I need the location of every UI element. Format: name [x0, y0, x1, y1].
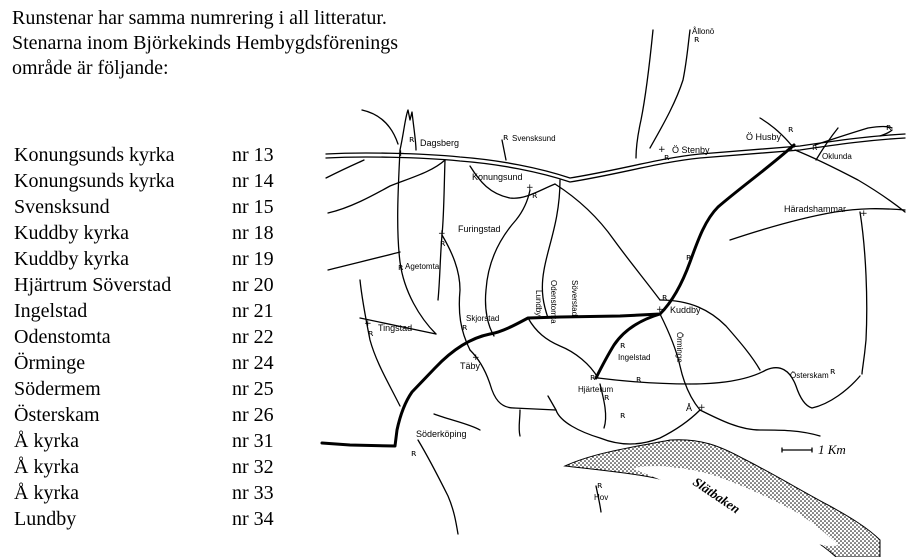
church-icon: +	[860, 209, 868, 219]
intro-line: område är följande:	[12, 57, 169, 79]
runestone-icon: ʀ	[662, 293, 668, 303]
stone-number: nr 33	[232, 482, 274, 504]
stone-number: nr 20	[232, 274, 274, 296]
road	[700, 410, 820, 436]
map-label-orminge: Örminge	[675, 332, 684, 363]
intro-line: Stenarna inom Björkekinds Hembygdsförenings	[12, 32, 399, 54]
map-label-skjorstad: Skjorstad	[466, 314, 500, 323]
map-label-svensksund: Svensksund	[512, 134, 556, 143]
map-label-o-stenby: Ö Stenby	[672, 145, 710, 155]
map-label-o-husby: Ö Husby	[746, 132, 782, 142]
main-road-branch	[596, 314, 660, 378]
map-label-osterskam: Österskam	[790, 371, 829, 380]
map-label-odenstomta: Odenstomta	[549, 280, 558, 324]
runestone-icon: ʀ	[620, 411, 626, 421]
runestone-icon: ʀ	[604, 393, 610, 403]
church-icon: +	[438, 229, 446, 239]
map-label-oklunda: Oklunda	[822, 152, 852, 161]
stone-name: Södermem	[14, 378, 101, 400]
stone-name: Å kyrka	[14, 430, 79, 452]
scale-label: 1 Km	[818, 442, 846, 457]
runestone-icon: ʀ	[686, 253, 692, 263]
runestone-icon: ʀ	[368, 329, 374, 339]
map-label-agetomta: Agetomta	[405, 262, 440, 271]
road	[598, 378, 690, 384]
stone-name: Svensksund	[14, 196, 110, 218]
map-label-hov: Hov	[594, 493, 609, 502]
stone-number: nr 26	[232, 404, 274, 426]
map-label-tingstad: Tingstad	[378, 323, 413, 333]
runestone-icon: ʀ	[409, 135, 415, 145]
intro-line: Runstenar har samma numrering i all litteratur.	[12, 7, 387, 29]
runestone-icon: ʀ	[694, 35, 700, 45]
stone-name: Konungsunds kyrka	[14, 170, 175, 192]
church-icon: +	[526, 183, 534, 193]
stone-number: nr 34	[232, 508, 274, 530]
map-label-slatbaken: Slätbaken	[690, 474, 744, 517]
stone-name: Kuddby kyrka	[14, 222, 129, 244]
stone-name: Österskam	[14, 404, 100, 426]
map-label-soverstad: Söverstad	[570, 280, 579, 317]
stone-name: Kuddby kyrka	[14, 248, 129, 270]
runestone-icon: ʀ	[636, 375, 642, 385]
road	[326, 160, 364, 178]
runestone-icon: ʀ	[462, 323, 468, 333]
map-label-taby: Täby	[460, 361, 481, 371]
map-label-lundby: Lundby	[534, 290, 543, 317]
runestone-icon: ʀ	[620, 341, 626, 351]
stone-number: nr 24	[232, 352, 274, 374]
runestone-icon: ʀ	[788, 125, 794, 135]
road	[434, 414, 480, 430]
stone-name: Å kyrka	[14, 456, 79, 478]
stone-number: nr 15	[232, 196, 274, 218]
church-icon: +	[397, 149, 405, 159]
road	[470, 166, 555, 198]
stone-name: Å kyrka	[14, 482, 79, 504]
road	[860, 212, 867, 374]
road	[362, 110, 398, 144]
runestone-icon: ʀ	[664, 153, 670, 163]
road	[519, 410, 520, 436]
stone-name: Hjärtrum Söverstad	[14, 274, 172, 296]
stone-name: Ingelstad	[14, 300, 88, 322]
runestone-icon: ʀ	[886, 123, 892, 133]
road	[636, 30, 653, 158]
stone-name: Lundby	[14, 508, 77, 530]
map-label-ingelstad: Ingelstad	[618, 353, 651, 362]
stone-name: Konungsunds kyrka	[14, 144, 175, 166]
road	[398, 150, 436, 334]
stone-number: nr 21	[232, 300, 274, 322]
map-label-konungsund: Konungsund	[472, 172, 523, 182]
road	[528, 318, 598, 378]
stone-name: Örminge	[14, 352, 86, 374]
stone-number: nr 32	[232, 456, 274, 478]
stone-number: nr 14	[232, 170, 274, 192]
runestone-icon: ʀ	[411, 449, 417, 459]
runestone-icon: ʀ	[398, 263, 404, 273]
map-label-haradshammar: Häradshammar	[784, 204, 847, 214]
church-icon: +	[656, 305, 664, 315]
map-label-dagsberg: Dagsberg	[420, 138, 460, 148]
road	[328, 252, 400, 270]
stone-number: nr 19	[232, 248, 274, 270]
runestone-icon: ʀ	[590, 373, 596, 383]
runestone-icon: ʀ	[503, 133, 509, 143]
scale-bar	[782, 448, 812, 452]
runestone-icon: ʀ	[532, 191, 538, 201]
runestone-icon: ʀ	[597, 481, 603, 491]
runestone-icon: ʀ	[812, 143, 818, 153]
map-label-allono: Ållonö	[692, 27, 715, 36]
stone-number: nr 22	[232, 326, 274, 348]
stone-name: Odenstomta	[14, 326, 111, 348]
road	[502, 140, 506, 160]
church-icon: +	[364, 319, 372, 329]
runestone-icon: ʀ	[830, 367, 836, 377]
road	[360, 280, 400, 406]
church-icon: +	[472, 353, 480, 363]
road	[418, 440, 458, 534]
map-label-a: Å	[686, 403, 693, 413]
map-label-kuddby: Kuddby	[670, 305, 701, 315]
stone-number: nr 25	[232, 378, 274, 400]
runestone-icon: ʀ	[440, 239, 446, 249]
church-icon: +	[658, 145, 666, 155]
stone-number: nr 31	[232, 430, 274, 452]
stone-number: nr 18	[232, 222, 274, 244]
map-label-soderkoping: Söderköping	[416, 429, 467, 439]
map-label-furingstad: Furingstad	[458, 224, 501, 234]
church-icon: +	[698, 403, 706, 413]
map-label-hjarterum: Hjärterum	[578, 385, 614, 394]
stone-number: nr 13	[232, 144, 274, 166]
road	[650, 30, 690, 148]
church-icon: +	[788, 143, 796, 153]
